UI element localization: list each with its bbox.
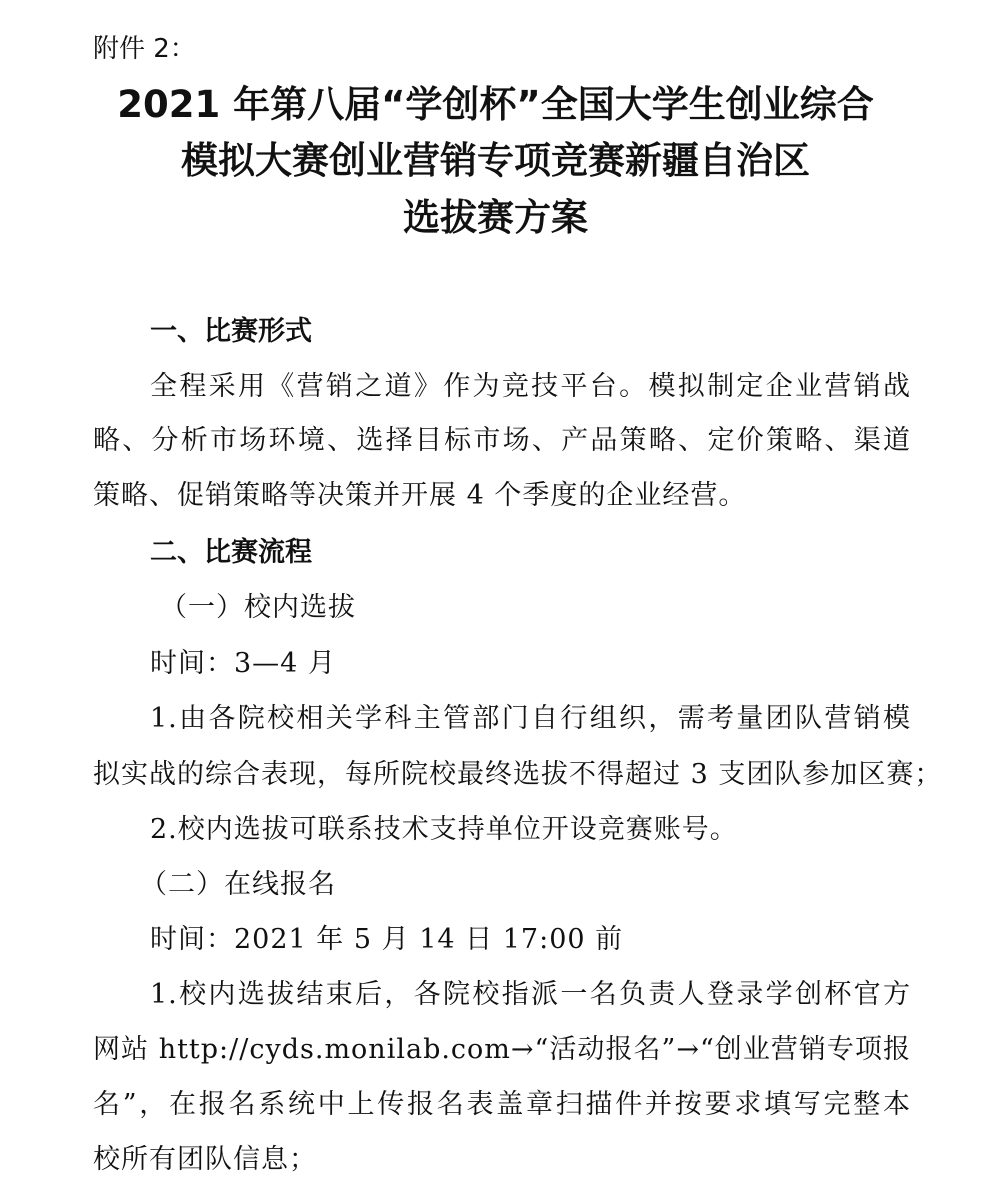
- paragraph-line: 网站 http://cyds.monilab.com→“活动报名”→“创业营销专项报: [93, 1034, 911, 1065]
- time-line: 时间：3—4 月: [150, 648, 336, 679]
- subsection-heading-campus-selection: （一）校内选拔: [160, 592, 356, 623]
- subsection-heading-online-registration: （二）在线报名: [140, 869, 336, 900]
- section-heading-format: 一、比赛形式: [150, 316, 312, 347]
- paragraph-line: 名”，在报名系统中上传报名表盖章扫描件并按要求填写完整本: [93, 1089, 911, 1120]
- paragraph-line: 校所有团队信息；: [93, 1144, 317, 1175]
- document-title-line-1: 2021 年第八届“学创杯”全国大学生创业综合: [117, 83, 874, 126]
- time-line: 时间：2021 年 5 月 14 日 17:00 前: [150, 924, 624, 955]
- section-heading-process: 二、比赛流程: [150, 537, 312, 568]
- paragraph-line: 1.由各院校相关学科主管部门自行组织，需考量团队营销模: [150, 703, 911, 734]
- attachment-label: 附件 2：: [93, 34, 196, 64]
- paragraph-line: 1.校内选拔结束后，各院校指派一名负责人登录学创杯官方: [150, 979, 911, 1010]
- paragraph-line: 略、分析市场环境、选择目标市场、产品策略、定价策略、渠道: [93, 425, 911, 456]
- paragraph-line: 策略、促销策略等决策并开展 4 个季度的企业经营。: [93, 480, 747, 511]
- paragraph-line: 拟实战的综合表现，每所院校最终选拔不得超过 3 支团队参加区赛；: [93, 759, 943, 790]
- paragraph-line: 2.校内选拔可联系技术支持单位开设竞赛账号。: [150, 814, 738, 845]
- document-title-line-3: 选拔赛方案: [403, 196, 588, 239]
- paragraph-line: 全程采用《营销之道》作为竞技平台。模拟制定企业营销战: [150, 371, 911, 402]
- document-title-line-2: 模拟大赛创业营销专项竞赛新疆自治区: [181, 139, 810, 182]
